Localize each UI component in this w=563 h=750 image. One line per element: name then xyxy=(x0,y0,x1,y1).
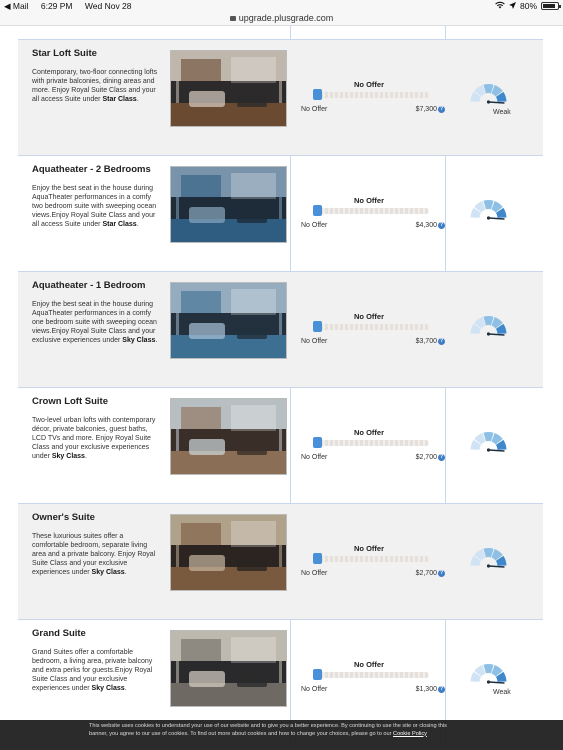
room-description-text: Enjoy the best seat in the house during AquaTheater performances in a comfy two bedroom suite with sweeping ocean views.Enjoy Royal Suite Class and your all access Suite under xyxy=(32,185,157,228)
back-to-mail[interactable]: ◀ Mail xyxy=(4,1,29,11)
room-description-text: Contemporary, two-floor connecting lofts with private balconies, dining areas and more. Enjoy Royal Suite Class and your all access Suite under xyxy=(32,69,158,103)
slider-max-price: $2,700 xyxy=(415,454,437,461)
offer-slider-track[interactable] xyxy=(315,440,429,446)
room-description-end: . xyxy=(136,96,139,103)
room-photo xyxy=(170,514,287,591)
offer-slider-handle[interactable] xyxy=(313,321,322,332)
room-class-name: Star Class xyxy=(102,221,137,228)
cookie-policy-link[interactable]: Cookie Policy xyxy=(393,730,427,737)
room-class-name: Sky Class xyxy=(122,337,156,344)
room-photo xyxy=(170,282,287,359)
room-row-6 xyxy=(18,619,543,735)
room-photo xyxy=(170,630,287,707)
room-description xyxy=(32,648,158,693)
url-text: upgrade.plusgrade.com xyxy=(238,13,334,23)
room-row-5 xyxy=(18,503,543,619)
bid-strength-gauge-icon xyxy=(470,198,507,220)
offer-slider-handle[interactable] xyxy=(313,437,322,448)
offer-slider-track[interactable] xyxy=(315,208,429,214)
lock-icon xyxy=(230,16,236,21)
bid-strength-gauge-icon xyxy=(470,662,507,684)
slider-min-label: No Offer xyxy=(301,686,328,693)
offer-slider-handle[interactable] xyxy=(313,669,322,680)
room-name: Grand Suite xyxy=(32,628,86,639)
room-description xyxy=(32,300,158,345)
offer-slider-handle[interactable] xyxy=(313,553,322,564)
room-row-2 xyxy=(18,155,543,271)
room-description-end: . xyxy=(155,337,158,344)
offer-status: No Offer xyxy=(354,196,384,205)
room-name: Aquatheater - 2 Bedrooms xyxy=(32,164,151,175)
room-class-name: Sky Class xyxy=(51,453,85,460)
battery-percent: 80% xyxy=(519,1,537,11)
slider-min-label: No Offer xyxy=(301,338,328,345)
bid-strength-gauge-icon xyxy=(470,546,507,568)
bid-strength-gauge-icon xyxy=(470,82,507,104)
battery-icon xyxy=(541,2,559,10)
page-content xyxy=(0,26,563,750)
slider-max-price: $7,300 xyxy=(415,106,437,113)
slider-max-price: $1,300 xyxy=(415,686,437,693)
bid-strength-label: Weak xyxy=(493,109,511,116)
cookie-banner xyxy=(0,720,563,750)
room-description-end: . xyxy=(84,453,87,460)
room-class-name: Star Class xyxy=(102,96,137,103)
room-description-end: . xyxy=(124,685,127,692)
offer-status: No Offer xyxy=(354,544,384,553)
room-class-name: Sky Class xyxy=(91,569,125,576)
offer-status: No Offer xyxy=(354,660,384,669)
room-description xyxy=(32,532,158,577)
cookie-message: This website uses cookies to understand your use of our website and to give you a better experience. By continuing to use the site or closing this banner, you agree to our use of cookies. To find out more about cookies and how to change your choices, please go to our xyxy=(89,723,447,737)
room-name: Aquatheater - 1 Bedroom xyxy=(32,280,146,291)
offer-status: No Offer xyxy=(354,80,384,89)
url-bar[interactable] xyxy=(0,12,563,26)
location-icon xyxy=(509,1,516,11)
room-photo xyxy=(170,166,287,243)
room-row-3 xyxy=(18,271,543,387)
info-icon[interactable]: ? xyxy=(439,106,444,112)
cookie-text xyxy=(89,723,459,738)
info-icon[interactable]: ? xyxy=(439,222,444,228)
offer-slider-track[interactable] xyxy=(315,92,429,98)
offer-slider-track[interactable] xyxy=(315,556,429,562)
wifi-icon xyxy=(495,1,505,11)
room-photo xyxy=(170,398,287,475)
offer-slider-track[interactable] xyxy=(315,672,429,678)
room-class-name: Sky Class xyxy=(91,685,125,692)
info-icon[interactable]: ? xyxy=(439,338,444,344)
slider-min-label: No Offer xyxy=(301,570,328,577)
room-row-4 xyxy=(18,387,543,503)
offer-status: No Offer xyxy=(354,312,384,321)
bid-strength-gauge-icon xyxy=(470,430,507,452)
room-description-text: Enjoy the best seat in the house during AquaTheater performances in a comfy one bedroom suite with sweeping ocean views.Enjoy Royal Suite Class and your exclusive experiences under xyxy=(32,301,157,344)
room-description xyxy=(32,184,158,229)
room-name: Owner's Suite xyxy=(32,512,95,523)
room-description-end: . xyxy=(136,221,139,228)
slider-max-price: $4,300 xyxy=(415,222,437,229)
bid-strength-gauge-icon xyxy=(470,314,507,336)
room-photo xyxy=(170,50,287,127)
room-description-text: Two-level urban lofts with contemporary décor, private balconies, guest baths, LCD TVs and more. Enjoy Royal Suite Class and your exclusive experiences under xyxy=(32,417,156,460)
status-time: 6:29 PM xyxy=(40,1,73,11)
room-name: Star Loft Suite xyxy=(32,48,97,59)
slider-max-price: $3,700 xyxy=(415,338,437,345)
status-date: Wed Nov 28 xyxy=(84,1,132,11)
slider-min-label: No Offer xyxy=(301,454,328,461)
room-description xyxy=(32,68,158,104)
bid-strength-label: Weak xyxy=(493,689,511,696)
info-icon[interactable]: ? xyxy=(439,570,444,576)
offer-status: No Offer xyxy=(354,428,384,437)
offer-slider-handle[interactable] xyxy=(313,89,322,100)
info-icon[interactable]: ? xyxy=(439,454,444,460)
room-description-text: Grand Suites offer a comfortable bedroom, a living area, private balcony and extra perks for guests.Enjoy Royal Suite Class and your exclusive experiences under xyxy=(32,649,153,692)
slider-max-price: $2,700 xyxy=(415,570,437,577)
room-description-text: These luxurious suites offer a comfortable bedroom, separate living area and a private balcony. Enjoy Royal Suite Class and your exclusive experiences under xyxy=(32,533,156,576)
room-row-1 xyxy=(18,39,543,155)
offer-slider-handle[interactable] xyxy=(313,205,322,216)
status-bar xyxy=(0,0,563,12)
slider-min-label: No Offer xyxy=(301,222,328,229)
room-description-end: . xyxy=(124,569,127,576)
room-description xyxy=(32,416,158,461)
offer-slider-track[interactable] xyxy=(315,324,429,330)
room-name: Crown Loft Suite xyxy=(32,396,108,407)
slider-min-label: No Offer xyxy=(301,106,328,113)
info-icon[interactable]: ? xyxy=(439,686,444,692)
